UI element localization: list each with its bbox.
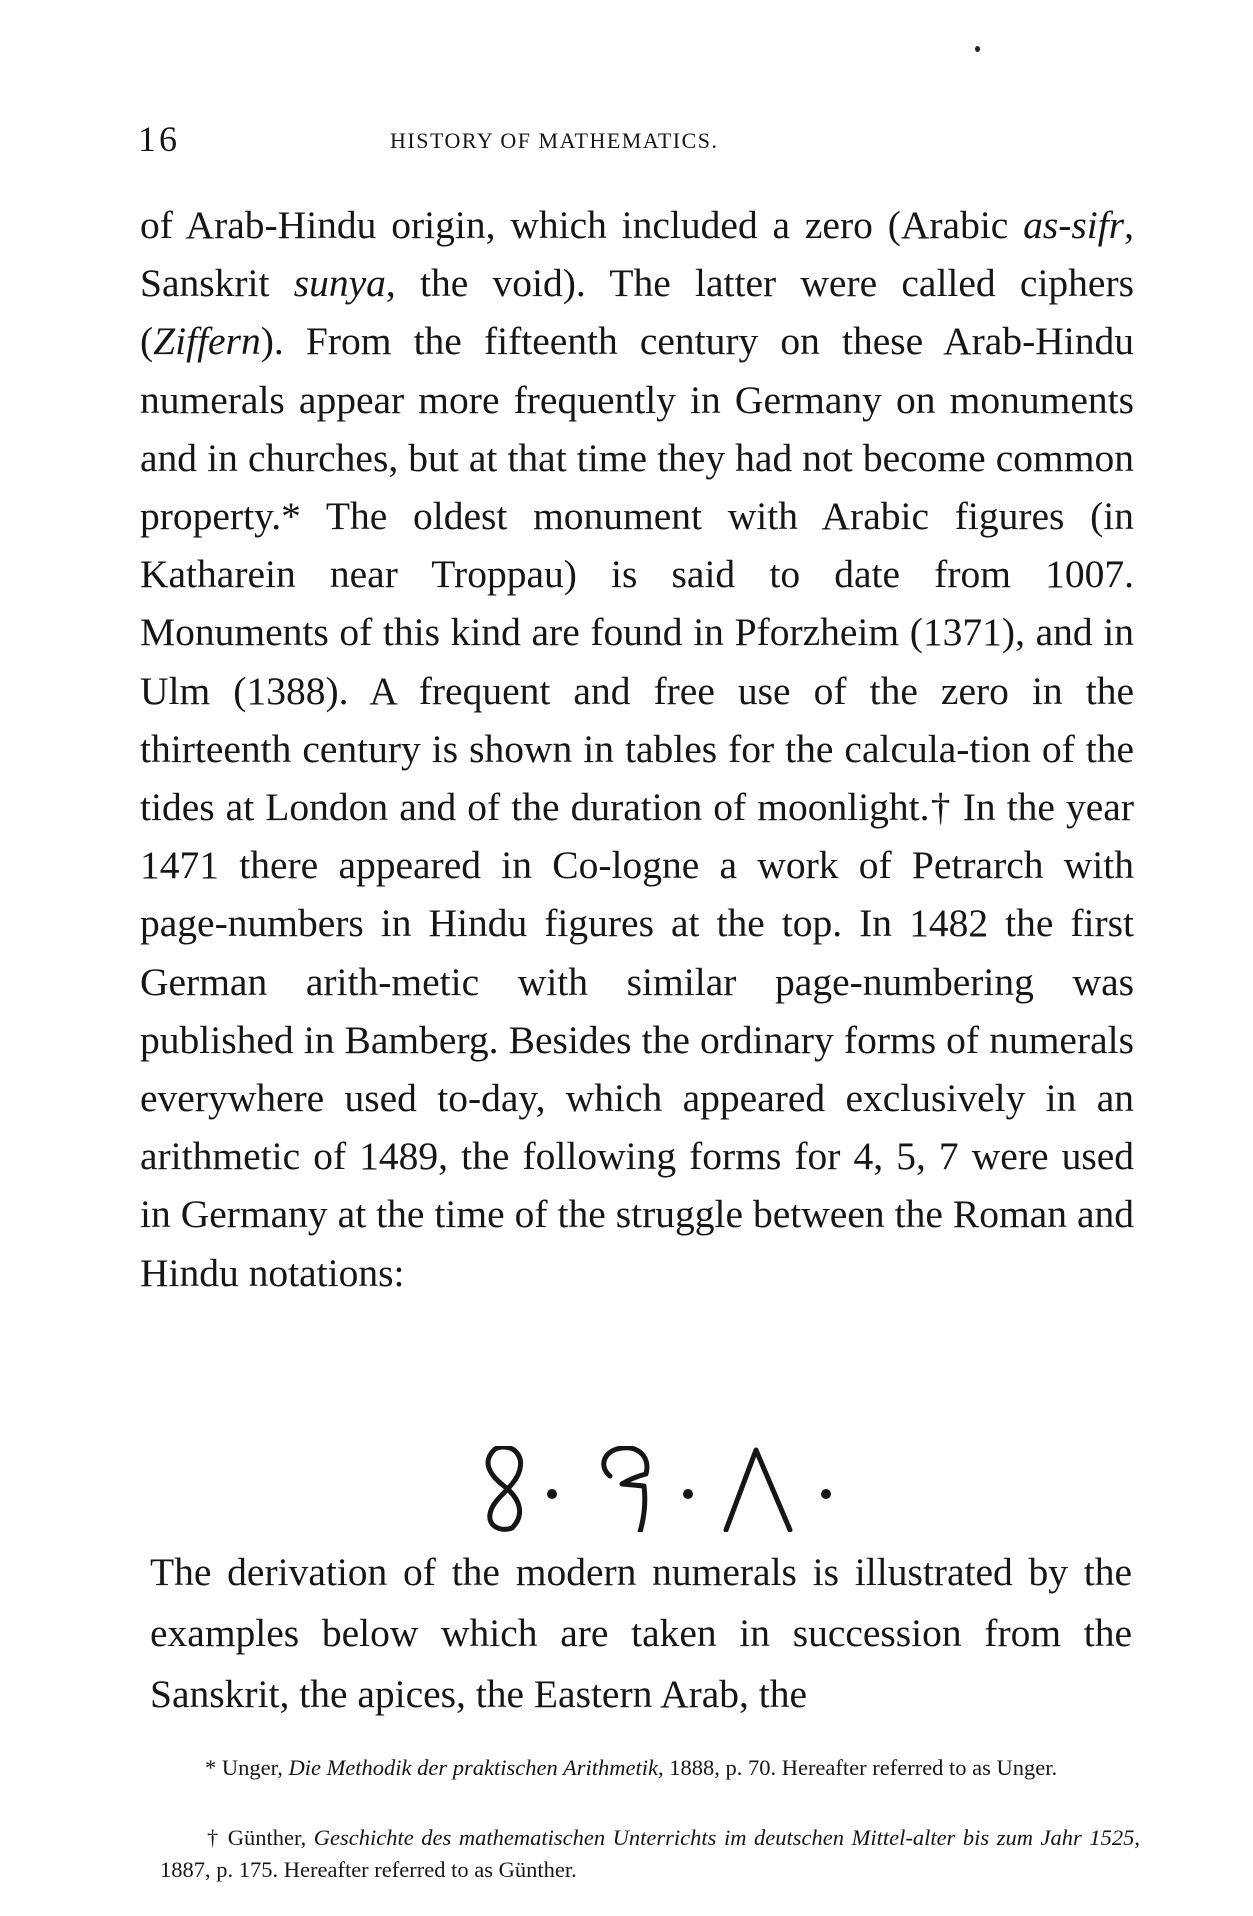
footnote-author: Günther, bbox=[227, 1825, 314, 1850]
separator-dot bbox=[547, 1489, 557, 1499]
text-run: ). From the fifteenth century on these Arab-Hindu numerals appear more frequently in Germany on monuments and in churches, but at that time they had not become common property.* The oldest monument with Arabic figures (in Katharein near Troppau) is said to date from 1007. Monuments of this kind are found in Pforzheim (1371), and in Ulm (1388). A frequent and free use of the zero in the thirteenth century is shown in tables for the calcula-tion of the tides at London and of the duration of moonlight.† In the year 1471 there appeared in Co-logne a work of Petrarch with page-numbers in Hindu figures at the top. In 1482 the first German arith-metic with similar page-numbering was published in Bamberg. Besides the ordinary forms of numerals everywhere used to-day, which appeared exclusively in an arithmetic of 1489, the following forms for 4, 5, 7 were used in Germany at the time of the struggle between the Roman and Hindu notations: bbox=[140, 319, 1134, 1295]
body-paragraph-1 bbox=[140, 196, 1134, 1302]
page-header bbox=[138, 118, 1128, 158]
ink-speck bbox=[975, 46, 980, 52]
footnote-rest: , 1888, p. 70. Hereafter referred to as Unger. bbox=[657, 1755, 1058, 1780]
footnote-2 bbox=[160, 1822, 1140, 1886]
footnote-mark: * bbox=[205, 1755, 222, 1780]
footnote-1 bbox=[160, 1752, 1140, 1784]
text-run: , the void). The latter were called ciphers ( bbox=[140, 261, 1134, 364]
footnote-title: Die Methodik der praktischen Arithmetik bbox=[288, 1755, 658, 1780]
footnote-mark: † bbox=[205, 1825, 228, 1850]
numeral-five-form bbox=[604, 1448, 647, 1532]
numeral-four-form bbox=[488, 1447, 521, 1529]
term-ziffern: Ziffern bbox=[153, 319, 261, 364]
body-paragraph-2: The derivation of the modern numerals is illustrated by the examples below which are taken in succession from the Sanskrit, the apices, the Eastern Arab, the bbox=[150, 1550, 1132, 1716]
term-as-sifr: as-sifr bbox=[1023, 203, 1125, 247]
text-run: of Arab-Hindu origin, which included a zero (Arabic bbox=[140, 203, 1024, 247]
separator-dot bbox=[683, 1489, 693, 1499]
separator-dot bbox=[821, 1489, 831, 1499]
running-head: HISTORY OF MATHEMATICS. bbox=[390, 128, 719, 153]
numeral-seven-form bbox=[726, 1450, 790, 1530]
footnote-title: Geschichte des mathematischen Unterrichts im deutschen Mittel-alter bis zum Jahr 1525 bbox=[313, 1825, 1135, 1850]
page-number: 16 bbox=[138, 119, 180, 159]
numeral-forms-figure bbox=[480, 1446, 840, 1532]
text-run: , Sanskrit bbox=[140, 203, 1134, 306]
footnote-author: Unger, bbox=[221, 1755, 289, 1780]
term-sunya: sunya bbox=[293, 261, 386, 306]
numeral-forms-drawing bbox=[480, 1446, 840, 1532]
footnote-rest: , 1887, p. 175. Hereafter referred to as Günther. bbox=[160, 1825, 1140, 1882]
